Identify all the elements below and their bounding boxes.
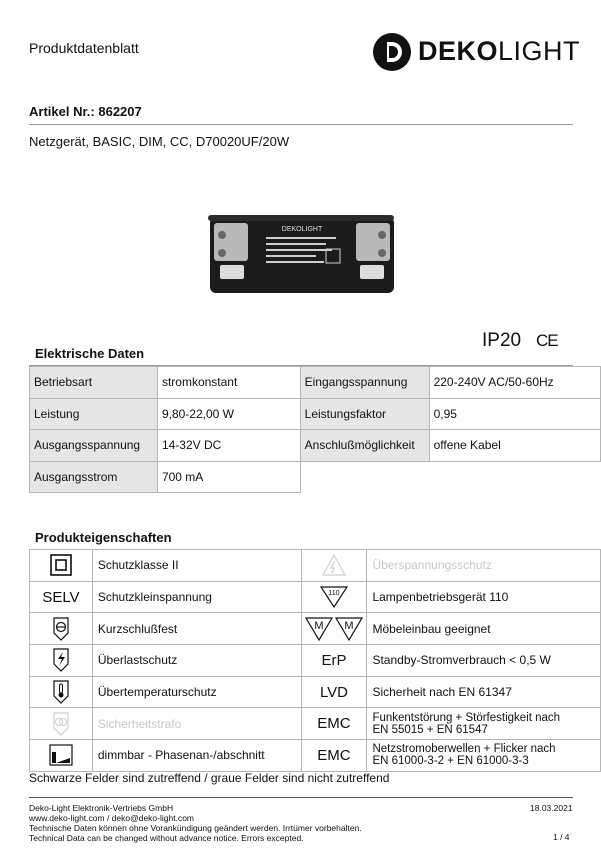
property-text: Überlastschutz (92, 645, 301, 677)
ce-mark: CE (536, 331, 558, 350)
table-row (30, 645, 601, 677)
svg-text:M: M (314, 619, 324, 632)
electrical-section-title: Elektrische Daten (35, 346, 145, 361)
property-text: Kurzschlußfest (92, 613, 301, 645)
cell-value: 14-32V DC (157, 430, 300, 462)
cell-value: 700 mA (157, 461, 300, 493)
divider (29, 124, 573, 125)
product-label-brand: DEKOLIGHT (281, 226, 323, 233)
footer-disclaimer-de: Technische Daten können ohne Vorankündigung geändert werden. Irrtümer vorbehalten. (29, 823, 362, 833)
footer-company: Deko-Light Elektronik-Vertriebs GmbH (29, 803, 174, 813)
safety-transformer-icon (51, 712, 71, 736)
property-text: Möbeleinbau geeignet (367, 613, 601, 645)
cell-label: Leistung (30, 398, 158, 430)
schutzklasse-ii-icon (50, 554, 72, 576)
property-text: Schutzklasse II (92, 550, 301, 582)
properties-table (29, 549, 601, 772)
mm-furniture-icon (305, 617, 363, 641)
footer-disclaimer-en: Technical Data can be changed without advance notice. Errors excepted. (29, 833, 304, 843)
table-row (30, 367, 601, 399)
property-text: Netzstromoberwellen + Flicker nach (372, 743, 556, 756)
cell-value: 0,95 (429, 398, 600, 430)
brand-logo (372, 32, 581, 72)
cell-label: Betriebsart (30, 367, 158, 399)
legend-note: Schwarze Felder sind zutreffend / graue Felder sind nicht zutreffend (29, 771, 390, 785)
table-row (30, 676, 601, 708)
electrical-table (29, 366, 601, 493)
overtemperature-icon (51, 680, 71, 704)
page-number: 1 / 4 (553, 832, 570, 842)
emc-label: EMC (301, 740, 367, 772)
property-text: Funkentstörung + Störfestigkeit nach (372, 711, 561, 724)
property-text: EN 55015 + EN 61547 (372, 723, 488, 736)
footer-date: 18.03.2021 (530, 803, 573, 813)
property-text: Sicherheit nach EN 61347 (367, 676, 601, 708)
cell-value: 9,80-22,00 W (157, 398, 300, 430)
page-title: Produktdatenblatt (29, 40, 139, 56)
property-text: Lampenbetriebsgerät 110 (367, 581, 601, 613)
table-row (30, 550, 601, 582)
emc-label: EMC (301, 708, 367, 740)
cell-value: offene Kabel (429, 430, 600, 462)
ip-rating: IP20 (482, 330, 522, 351)
divider (29, 797, 573, 798)
surge-protection-icon (322, 554, 346, 576)
property-text: Überspannungsschutz (367, 550, 601, 582)
logo-text-bold: DEKO (418, 36, 499, 66)
properties-section-title: Produkteigenschaften (35, 530, 172, 545)
table-row (30, 461, 601, 493)
property-text: dimmbar - Phasenan-/abschnitt (92, 740, 301, 772)
property-text: Standby-Stromverbrauch < 0,5 W (367, 645, 601, 677)
table-row (30, 430, 601, 462)
property-text: Schutzkleinspannung (92, 581, 301, 613)
short-circuit-proof-icon (51, 617, 71, 641)
table-row (30, 708, 601, 740)
cell-label: Eingangsspannung (300, 367, 429, 399)
cell-label: Anschlußmöglichkeit (300, 430, 429, 462)
article-description: Netzgerät, BASIC, DIM, CC, D70020UF/20W (29, 134, 290, 149)
selv-label: SELV (30, 581, 93, 613)
cell-value: stromkonstant (157, 367, 300, 399)
lvd-label: LVD (301, 676, 367, 708)
product-image (206, 209, 398, 299)
deko-logo-icon (372, 32, 412, 72)
svg-text:110: 110 (328, 590, 340, 598)
overload-protection-icon (51, 648, 71, 672)
cell-value: 220-240V AC/50-60Hz (429, 367, 600, 399)
table-row (30, 740, 601, 772)
erp-label: ErP (301, 645, 367, 677)
cell-label: Ausgangsstrom (30, 461, 158, 493)
svg-text:M: M (344, 619, 354, 632)
property-text: EN 61000-3-2 + EN 61000-3-3 (372, 755, 529, 768)
property-text: Sicherheitstrafo (92, 708, 301, 740)
cell-label: Leistungsfaktor (300, 398, 429, 430)
dimmable-icon (49, 744, 73, 766)
table-row (30, 581, 601, 613)
property-text: Übertemperaturschutz (92, 676, 301, 708)
ballast-110-icon (320, 586, 348, 608)
logo-text-light: LIGHT (498, 36, 581, 66)
table-row (30, 613, 601, 645)
table-row (30, 398, 601, 430)
article-number: Artikel Nr.: 862207 (29, 104, 142, 119)
footer-contact: www.deko-light.com / deko@deko-light.com (29, 813, 195, 823)
cell-label: Ausgangsspannung (30, 430, 158, 462)
